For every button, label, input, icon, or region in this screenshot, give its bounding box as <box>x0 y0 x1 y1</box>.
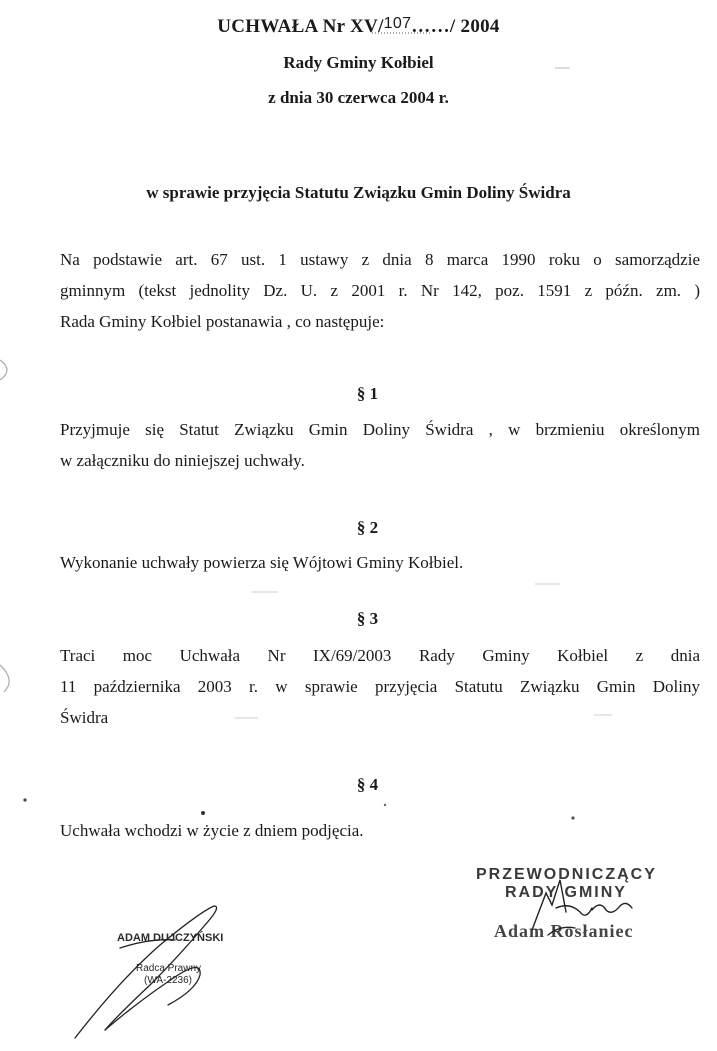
section-2-heading: § 2 <box>356 518 379 537</box>
section-3-body <box>60 640 700 733</box>
section-2-body <box>60 547 700 578</box>
section-line: Przyjmuje się Statut Związku Gmin Doliny Świdra , w brzmieniu określonym <box>60 420 700 439</box>
section-1-heading: § 1 <box>356 384 379 403</box>
punch-hole-mark <box>0 360 7 380</box>
section-line: Uchwała wchodzi w życie z dniem podjęcia. <box>60 821 364 840</box>
chairman-stamp-council: RADY GMINY <box>505 884 627 901</box>
chairman-stamp-title: PRZEWODNICZĄCY <box>476 866 657 883</box>
preamble-line: Rada Gminy Kołbiel postanawia , co następuje: <box>60 312 385 331</box>
section-line: Traci moc Uchwała Nr IX/69/2003 Rady Gminy Kołbiel z dnia <box>60 646 700 665</box>
section-line: 11 października 2003 r. w sprawie przyjęcia Statutu Związku Gmin Doliny <box>60 677 700 696</box>
chairman-stamp-name: Adam Rosłaniec <box>494 921 634 941</box>
preamble-line: gminnym (tekst jednolity Dz. U. z 2001 r. Nr 142, poz. 1591 z późn. zm. ) <box>60 281 700 300</box>
resolution-subject: w sprawie przyjęcia Statutu Związku Gmin Doliny Świdra <box>146 183 571 202</box>
section-4-heading: § 4 <box>356 775 379 794</box>
counsel-stamp-title: Radca Prawny <box>136 963 202 974</box>
resolution-number: 107 <box>383 15 412 32</box>
scan-dot <box>23 798 26 801</box>
counsel-stamp-number: (WA-2236) <box>144 975 192 986</box>
punch-hole-mark <box>0 665 9 692</box>
section-3-heading: § 3 <box>356 609 379 628</box>
scan-dot <box>384 804 386 806</box>
dotted-fill: …… <box>411 16 450 37</box>
counsel-stamp-name: ADAM DUJCZYŃSKI <box>117 932 224 944</box>
section-4-body <box>60 815 700 846</box>
council-name: Rady Gminy Kołbiel <box>283 53 434 72</box>
section-line: w załączniku do niniejszej uchwały. <box>60 451 305 470</box>
section-1-body <box>60 414 700 476</box>
section-line: Wykonanie uchwały powierza się Wójtowi Gminy Kołbiel. <box>60 553 464 572</box>
preamble <box>60 244 700 337</box>
preamble-line: Na podstawie art. 67 ust. 1 ustawy z dnia 8 marca 1990 roku o samorządzie <box>60 250 700 269</box>
resolution-date: z dnia 30 czerwca 2004 r. <box>268 88 449 107</box>
section-line: Świdra <box>60 708 109 727</box>
resolution-title: UCHWAŁA Nr XV/$^{107}$……/ 2004 <box>217 15 500 37</box>
